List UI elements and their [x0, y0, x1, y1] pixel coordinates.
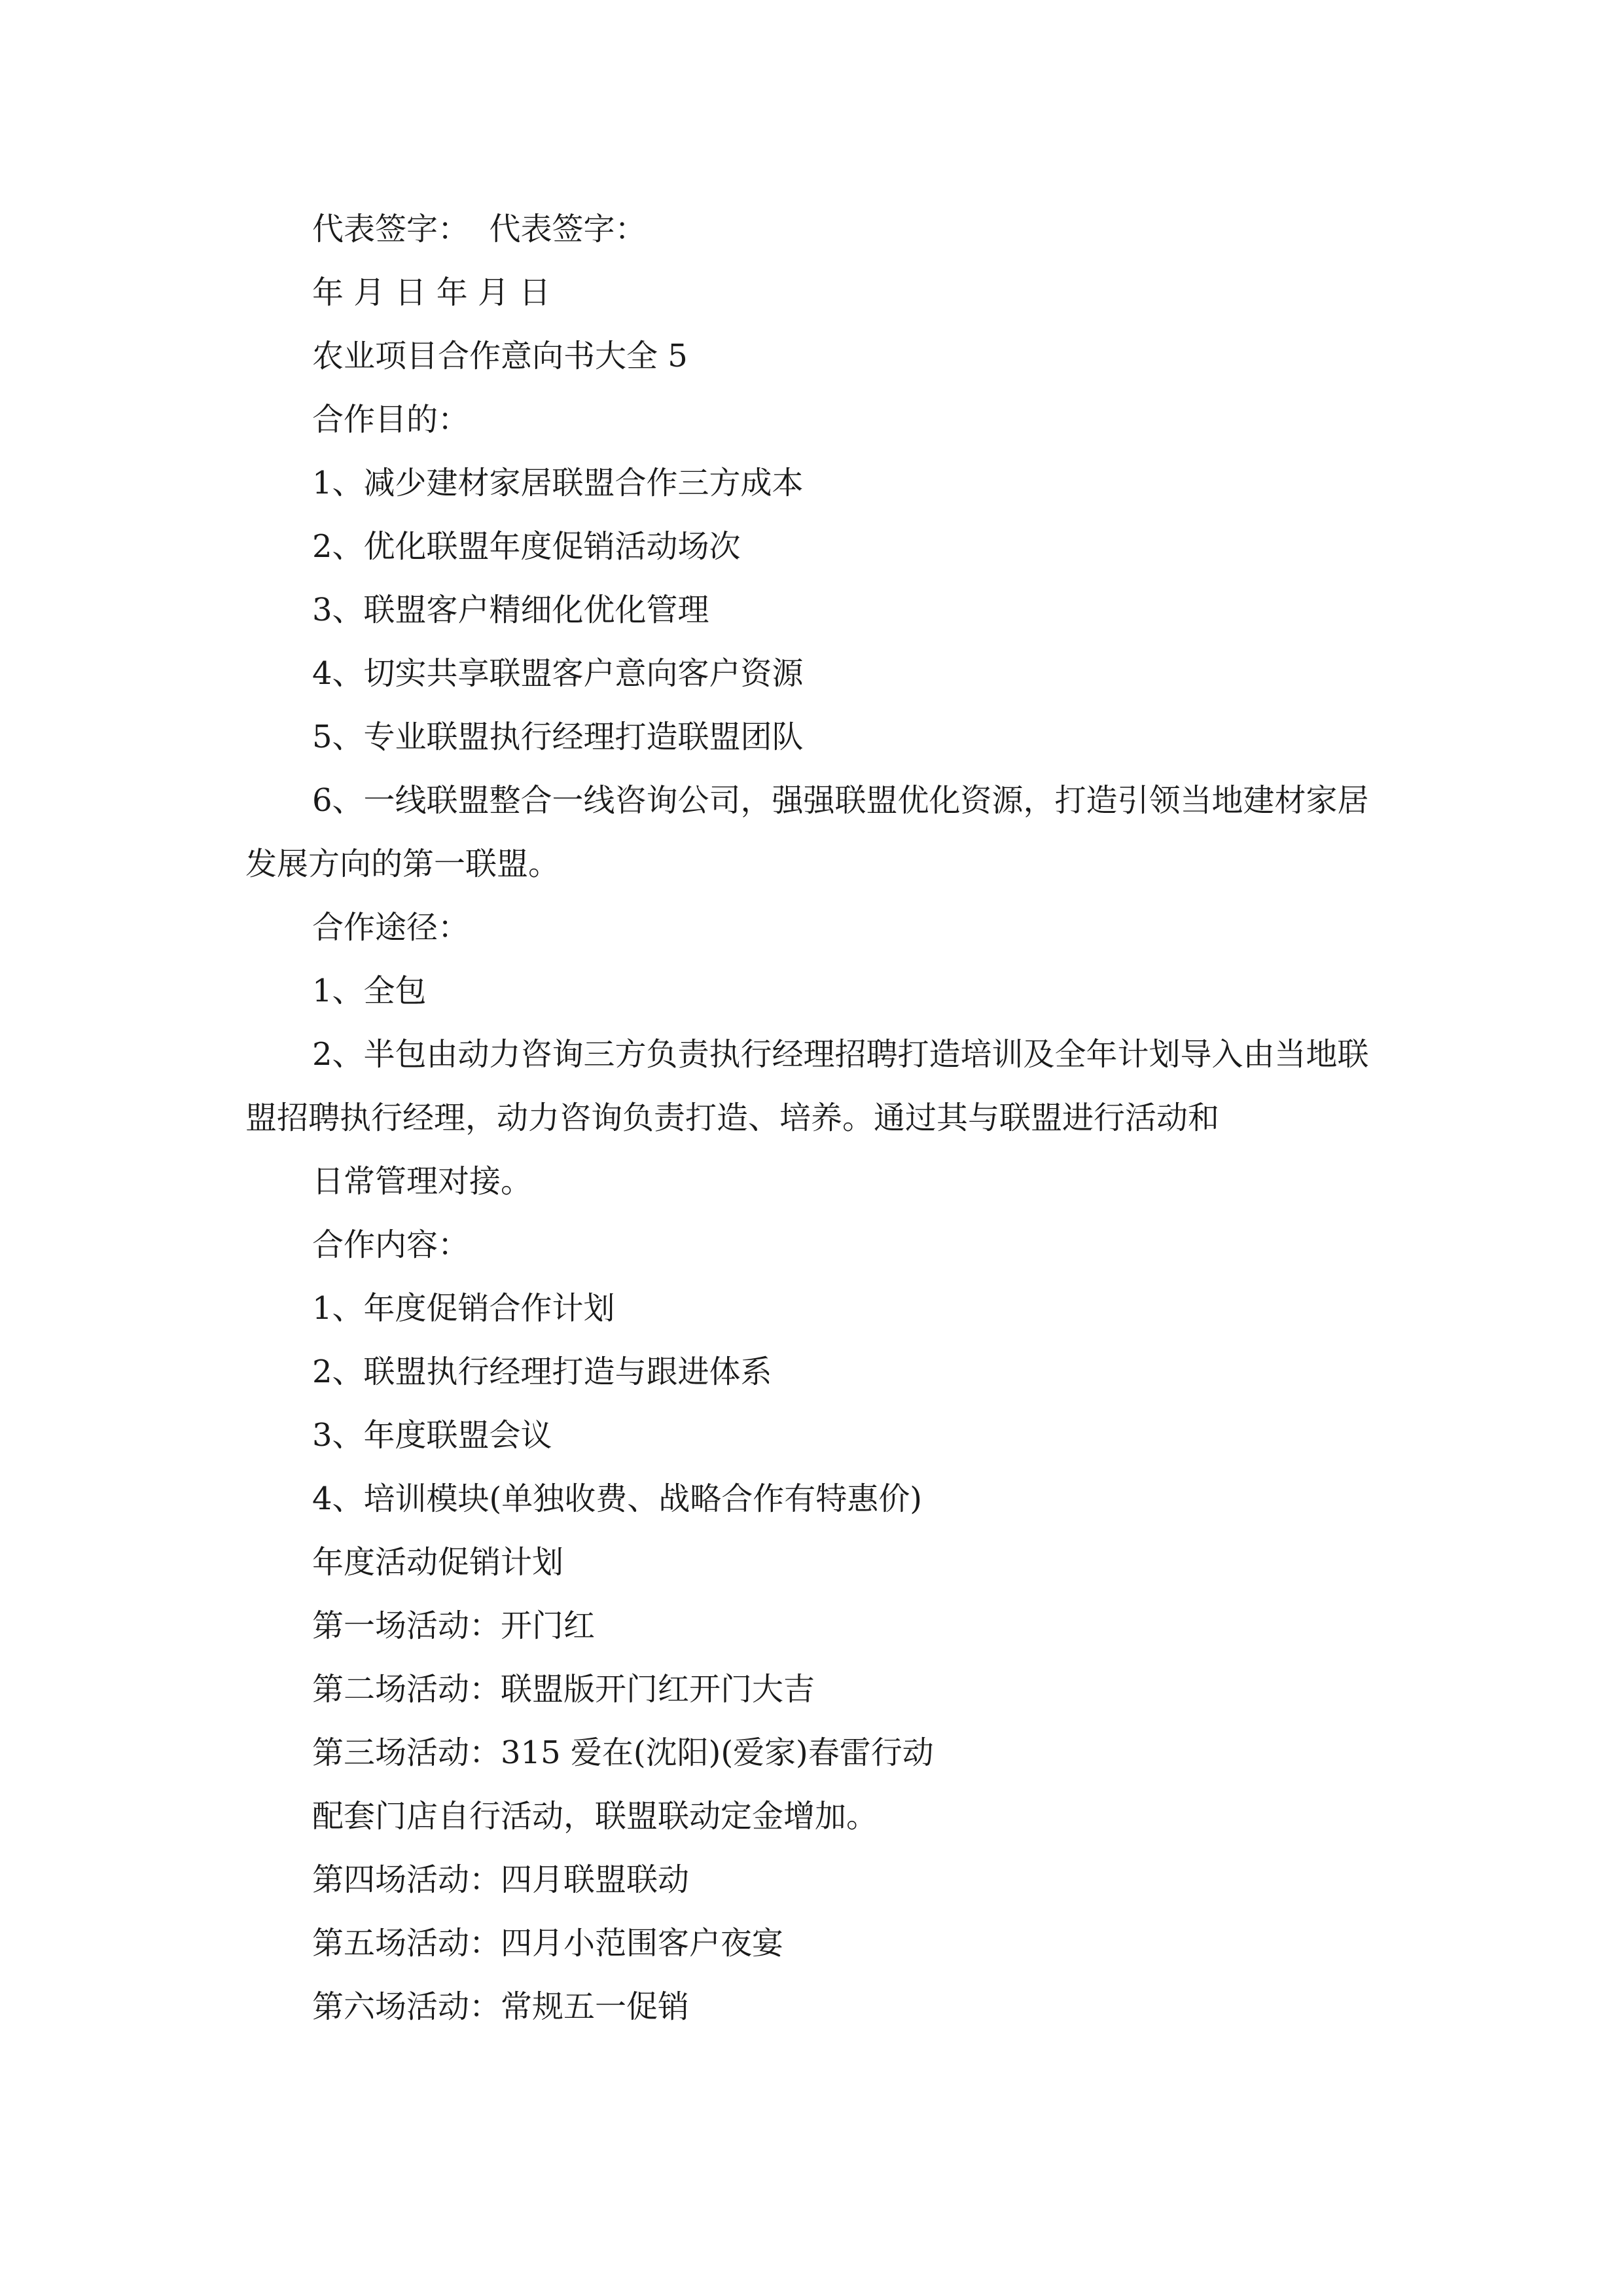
event-item: 第六场活动：常规五一促销 — [312, 1988, 690, 2025]
content-item: 4、培训模块(单独收费、战略合作有特惠价) — [312, 1480, 922, 1517]
signature-line: 代表签字： 代表签字： — [312, 211, 647, 247]
approach-item-continuation: 日常管理对接。 — [312, 1163, 533, 1200]
event-item: 第三场活动：315 爱在(沈阳)(爱家)春雷行动 — [312, 1734, 934, 1771]
date-line: 年 月 日 年 月 日 — [312, 274, 551, 311]
heading-approach: 合作途径： — [312, 909, 470, 946]
purpose-item: 3、联盟客户精细化优化管理 — [312, 592, 709, 628]
content-item: 1、年度促销合作计划 — [312, 1290, 615, 1327]
approach-item-paragraph: 2、半包由动力咨询三方负责执行经理招聘打造培训及全年计划导入由当地联盟招聘执行经理，动力咨询负责打造、培养。通过其与联盟进行活动和 — [245, 1036, 1369, 1136]
purpose-item: 2、优化联盟年度促销活动场次 — [312, 528, 741, 565]
content-item: 3、年度联盟会议 — [312, 1417, 552, 1454]
event-item: 第一场活动：开门红 — [312, 1607, 596, 1644]
event-item: 第四场活动：四月联盟联动 — [312, 1861, 690, 1898]
heading-purpose: 合作目的： — [312, 401, 470, 438]
purpose-item: 5、专业联盟执行经理打造联盟团队 — [312, 719, 804, 755]
heading-content: 合作内容： — [312, 1227, 470, 1263]
approach-item: 1、全包 — [312, 973, 427, 1009]
purpose-item: 1、减少建材家居联盟合作三方成本 — [312, 465, 804, 501]
event-item: 第二场活动：联盟版开门红开门大吉 — [312, 1671, 815, 1708]
section-title: 农业项目合作意向书大全 5 — [312, 338, 688, 374]
heading-annual-plan: 年度活动促销计划 — [312, 1544, 564, 1581]
purpose-item: 4、切实共享联盟客户意向客户资源 — [312, 655, 804, 692]
document-body — [245, 198, 1378, 2039]
content-item: 2、联盟执行经理打造与跟进体系 — [312, 1354, 772, 1390]
purpose-item-paragraph: 6、一线联盟整合一线咨询公司，强强联盟优化资源，打造引领当地建材家居发展方向的第一联盟。 — [245, 782, 1369, 882]
event-item: 第五场活动：四月小范围客户夜宴 — [312, 1925, 784, 1962]
event-note: 配套门店自行活动，联盟联动定金增加。 — [312, 1798, 878, 1835]
